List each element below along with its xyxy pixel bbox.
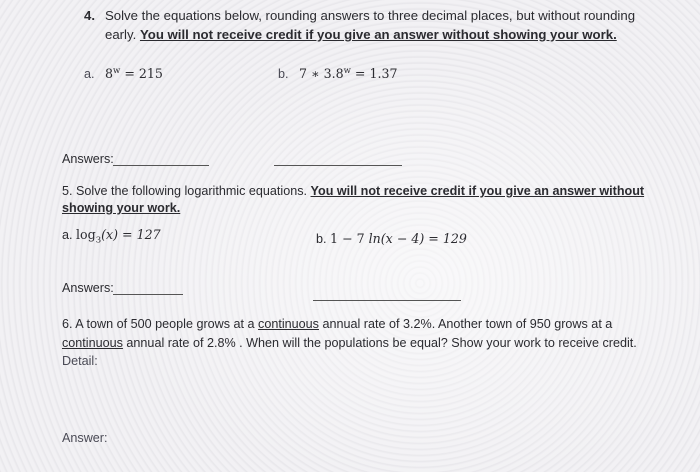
q6-line1-start: 6. A town of 500 people grows at a (62, 317, 255, 331)
q4-part-b (278, 66, 398, 81)
q4-a-equation: 8$^w$ = 215 (105, 65, 163, 81)
q5-part-a (62, 227, 161, 246)
q4-intro-early: early. (105, 27, 137, 42)
q6-continuous-1: continuous (258, 317, 319, 331)
q4-answer-blank-a[interactable] (113, 165, 209, 166)
q5-answer-blank-a[interactable] (113, 294, 183, 295)
q6-line2 (62, 336, 637, 350)
q4-b-label: b. (278, 67, 289, 81)
q4-credit-warning: You will not receive credit if you give an answer without showing your work. (139, 27, 617, 42)
q5-answer-blank-b[interactable] (313, 300, 461, 301)
q6-answer-label: Answer: (62, 431, 108, 445)
q4-intro-line2 (105, 27, 617, 42)
q6-line1 (62, 317, 612, 331)
q4-part-a (84, 66, 163, 81)
q5-a-label: a. (62, 228, 73, 242)
q5-part-b (316, 231, 467, 246)
q6-line1-end: annual rate of 3.2%. Another town of 950 grows at a (322, 317, 613, 331)
q4-intro-line1: Solve the equations below, rounding answers to three decimal places, but without rounding (105, 8, 636, 23)
q5-b-equation: 1 − 7 ln(x − 4) = 129 (330, 231, 467, 246)
q5-answers-label: Answers: (62, 281, 114, 295)
q6-detail-label: Detail: (62, 354, 98, 368)
q5-intro-line1 (62, 184, 644, 198)
q4-answer-blank-b[interactable] (274, 165, 402, 166)
q4-number: 4. (84, 8, 95, 23)
q5-credit-warning-cont: showing your work. (62, 201, 181, 215)
q6-line2-end: annual rate of 2.8% . When will the populations be equal? Show your work to receive credit. (126, 336, 637, 350)
q5-credit-warning: You will not receive credit if you give an answer without (310, 184, 645, 198)
q4-answers-label: Answers: (62, 152, 114, 166)
q5-intro-text: 5. Solve the following logarithmic equations. (62, 184, 308, 198)
q5-b-label: b. (316, 232, 327, 246)
q4-b-equation: 7 ∗ 3.8$^w$ = 1.37 (299, 65, 398, 81)
q4-a-label: a. (84, 67, 95, 81)
q6-continuous-2: continuous (62, 336, 123, 350)
q5-a-equation: $\log_3(x) = 127$ (76, 227, 161, 246)
